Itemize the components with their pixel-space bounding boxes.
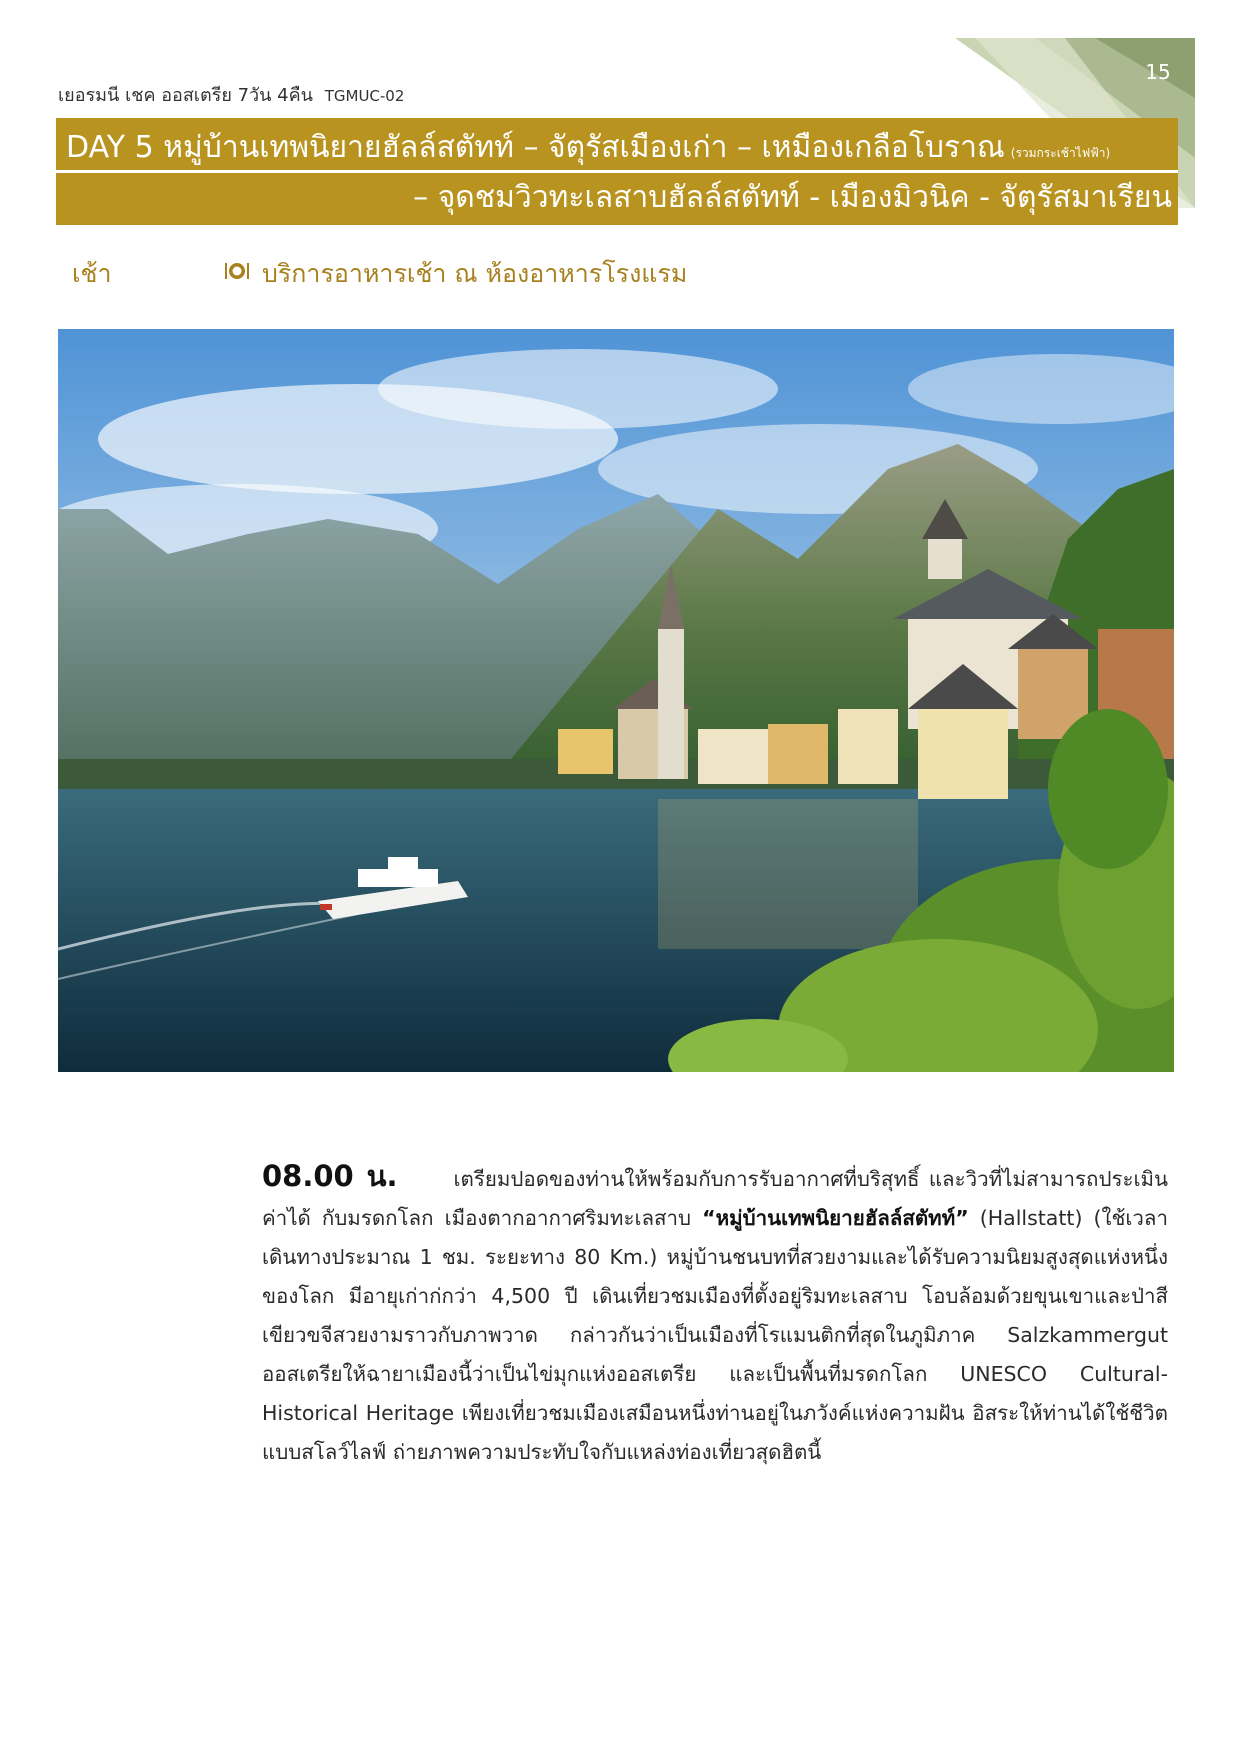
meal-row bbox=[72, 254, 772, 294]
meal-description: บริการอาหารเช้า ณ ห้องอาหารโรงแรม bbox=[262, 259, 688, 288]
itinerary-time: 08.00 น. bbox=[262, 1159, 398, 1193]
day-title-band bbox=[56, 118, 1178, 225]
dining-plate-icon bbox=[224, 260, 250, 282]
tour-code: TGMUC-02 bbox=[324, 87, 405, 105]
itinerary-paragraph bbox=[262, 1157, 1168, 1472]
page-number: 15 bbox=[1145, 60, 1171, 84]
itinerary-highlight: “หมู่บ้านเทพนิยายฮัลล์สตัทท์” bbox=[702, 1206, 969, 1230]
day-title-note: (รวมกระเช้าไฟฟ้า) bbox=[1010, 146, 1111, 160]
itinerary-text-before: เตรียมปอดของท่านให้พร้อมกับการรับอากาศที่บริสุทธิ์ และวิวที่ไม่สามารถประเมินค่าได้ กับมรดกโลก เมืองตากอากาศริมทะเลสาบ bbox=[262, 1167, 1169, 1230]
tour-header bbox=[58, 80, 404, 109]
band-divider bbox=[56, 170, 1178, 173]
day-title-line2: – จุดชมวิวทะเลสาบฮัลล์สตัทท์ - เมืองมิวนิค - จัตุรัสมาเรียน bbox=[413, 180, 1172, 215]
hallstatt-lake-village-photo bbox=[58, 329, 1174, 1072]
day-title-line1 bbox=[66, 126, 1172, 170]
itinerary-text-after: (Hallstatt) (ใช้เวลาเดินทางประมาณ 1 ชม. ระยะทาง 80 Km.) หมู่บ้านชนบทที่สวยงามและได้รับความนิยมสูงสุดแห่งหนึ่งของโลก มีอายุเก่าก่กว่า 4,500 ปี เดินเที่ยวชมเมืองที่ตั้งอยู่ริมทะเลสาบ โอบล้อมด้วยขุนเขาและป่าสีเขียวขจีสวยงามราวกับภาพวาด กล่าวกันว่าเป็นเมืองที่โรแมนติกที่สุดในภูมิภาค Salzkammergut ออสเตรียให้ฉายาเมืองนี้ว่าเป็นไข่มุกแห่งออสเตรีย และเป็นพื้นที่มรดกโลก UNESCO Cultural-Historical Heritage เพียงเที่ยวชมเมืองเสมือนหนึ่งท่านอยู่ในภวังค์แห่งความฝัน อิสระให้ท่านได้ใช้ชีวิตแบบสโลว์ไลฟ์ ถ่ายภาพความประทับใจกับแหล่งท่องเที่ยวสุดฮิตนี้ bbox=[262, 1206, 1168, 1464]
tour-title: เยอรมนี เชค ออสเตรีย 7วัน 4คืน bbox=[58, 85, 313, 106]
meal-time-label: เช้า bbox=[72, 259, 112, 288]
day-title-text: DAY 5 หมู่บ้านเทพนิยายฮัลล์สตัทท์ – จัตุรัสเมืองเก่า – เหมืองเกลือโบราณ bbox=[66, 130, 1005, 165]
